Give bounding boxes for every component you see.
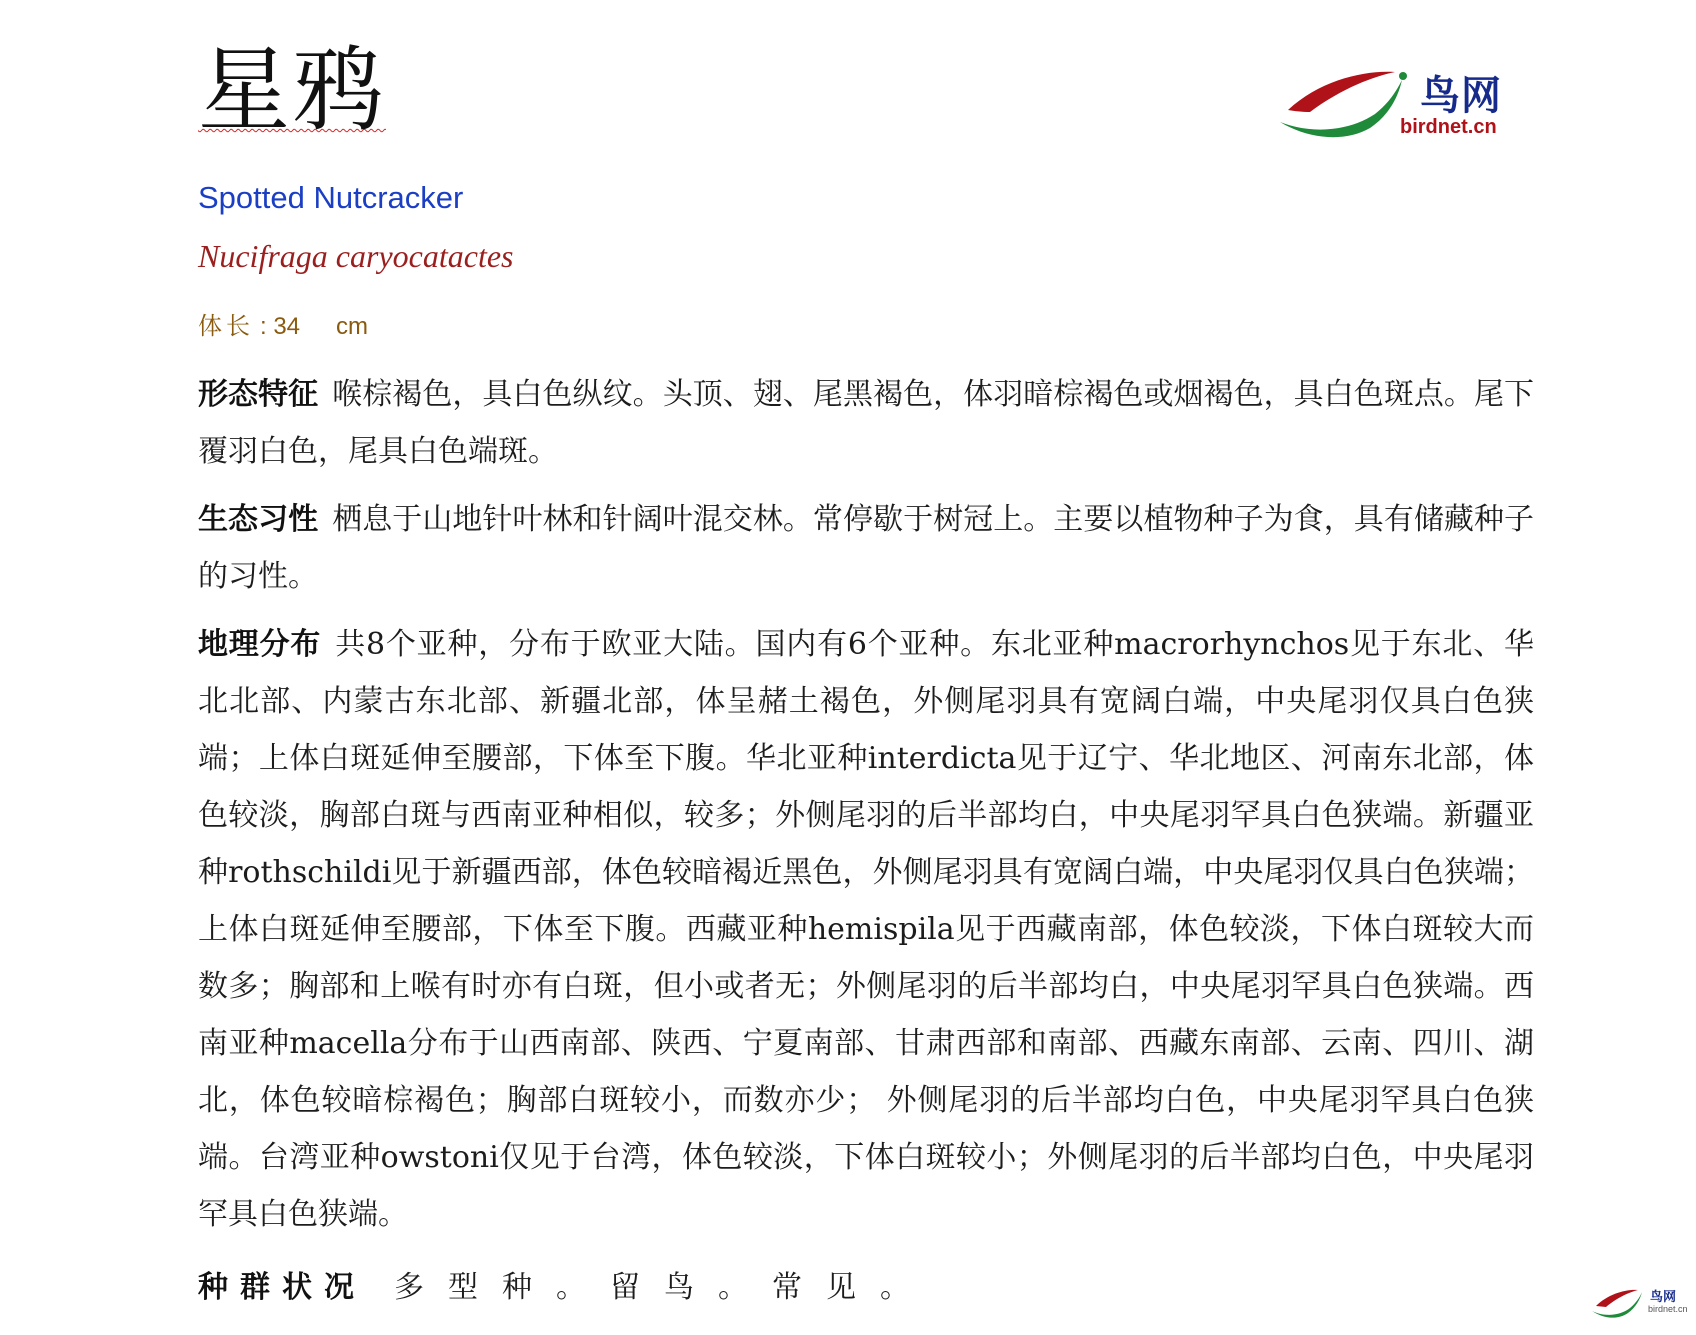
common-name: Spotted Nutcracker [198,180,464,215]
section-text: 喉棕褐色，具白色纵纹。头顶、翅、尾黑褐色，体羽暗棕褐色或烟褐色，具白色斑点。尾下覆羽白色，尾具白色端斑。 [198,377,1535,469]
section-text: 多型种。留鸟。常见。 [394,1270,934,1305]
length-value: : 34 [260,313,301,340]
section-morphology [198,366,1534,480]
length-unit: cm [336,313,369,340]
site-logo[interactable] [1270,62,1510,152]
logo-chinese-text: 鸟网 [1420,72,1502,119]
page-title [198,36,386,146]
body-length [198,306,368,341]
section-status [198,1262,934,1306]
section-label: 种群状况 [198,1270,366,1305]
watermark-chinese-text: 鸟网 [1650,1290,1677,1305]
description-body [198,366,1534,1254]
scientific-name: Nucifraga caryocatactes [198,238,514,274]
logo-swoosh-icon [1270,62,1420,142]
section-text: 共8个亚种，分布于欧亚大陆。国内有6个亚种。东北亚种macrorhynchos见于东北、华北北部、内蒙古东北部、新疆北部，体呈赭土褐色，外侧尾羽具有宽阔白端，中央尾羽仅具白色狭端；上体白斑延伸至腰部，下体至下腹。华北亚种interdicta见于辽宁、华北地区、河南东北部，体色较淡，胸部白斑与西南亚种相似，较多；外侧尾羽的后半部均白，中央尾羽罕具白色狭端。新疆亚种rothschildi见于新疆西部，体色较暗褐近黑色，外侧尾羽具有宽阔白端，中央尾羽仅具白色狭端；上体白斑延伸至腰部，下体至下腹。西藏亚种hemispila见于西藏南部，体色较淡，下体白斑较大而数多；胸部和上喉有时亦有白斑，但小或者无；外侧尾羽的后半部均白，中央尾羽罕具白色狭端。西南亚种macella分布于山西南部、陕西、宁夏南部、甘肃西部和南部、西藏东南部、云南、四川、湖北，体色较暗棕褐色；胸部白斑较小，而数亦少； 外侧尾羽的后半部均白色，中央尾羽罕具白色狭端。台湾亚种owstoni仅见于台湾，体色较淡，下体白斑较小；外侧尾羽的后半部均白色，中央尾羽罕具白色狭端。 [198,627,1534,1232]
section-text: 栖息于山地针叶林和针阔叶混交林。常停歇于树冠上。主要以植物种子为食，具有储藏种子的习性。 [198,502,1535,594]
section-label: 生态习性 [198,502,319,537]
watermark-swoosh-icon [1588,1284,1648,1320]
logo-domain-text: birdnet.cn [1400,116,1497,138]
watermark-domain-text: birdnet.cn [1648,1304,1688,1314]
section-distribution [198,616,1534,1243]
watermark-logo [1588,1284,1688,1324]
length-label: 体长 [198,313,254,340]
section-label: 地理分布 [198,627,322,662]
section-label: 形态特征 [198,377,319,412]
section-ecology [198,491,1534,605]
title-text: 星鸦 [198,37,387,144]
